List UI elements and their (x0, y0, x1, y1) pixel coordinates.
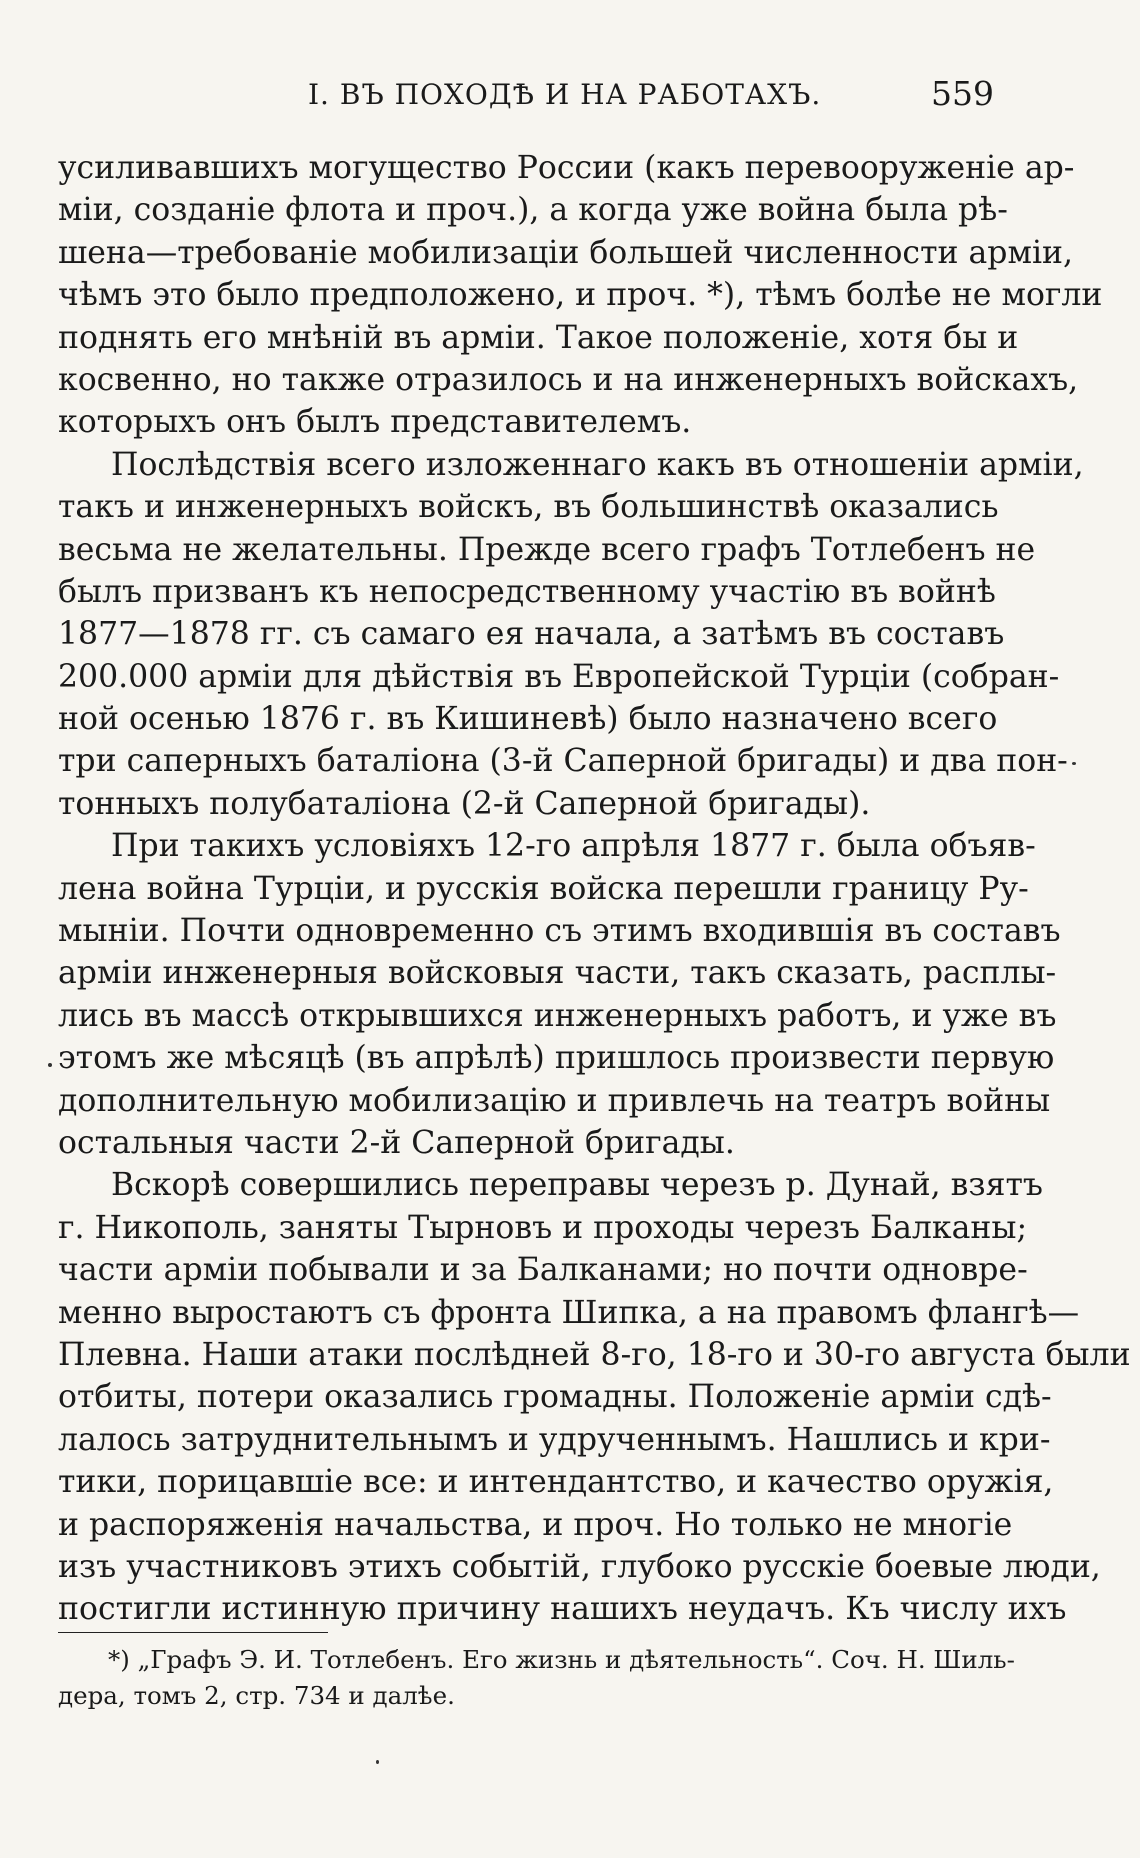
text-line: Плевна. Наши атаки послѣдней 8-го, 18-го и 30-го августа были (58, 1336, 1131, 1373)
footnote-line: дера, томъ 2, стр. 734 и далѣе. (58, 1681, 455, 1710)
text-line: тики, порицавшіе все: и интендантство, и качество оружія, (58, 1464, 1054, 1501)
text-line: такъ и инженерныхъ войскъ, въ большинствѣ оказались (58, 489, 999, 526)
text-line: весьма не желательны. Прежде всего графъ Тотлебенъ не (58, 531, 1036, 568)
text-line: г. Никополь, заняты Тырновъ и проходы черезъ Балканы; (58, 1209, 1028, 1246)
text-line: шена—требованіе мобилизаціи большей численности арміи, (58, 234, 1074, 271)
text-line: былъ призванъ къ непосредственному участію въ войнѣ (58, 573, 996, 610)
page-number: 559 (931, 74, 994, 113)
text-line: постигли истинную причину нашихъ неудачъ. Къ числу ихъ (58, 1591, 1067, 1628)
scan-speck (48, 1063, 52, 1067)
text-line: мыніи. Почти одновременно съ этимъ входившія въ составъ (58, 913, 1061, 950)
text-line: изъ участниковъ этихъ событій, глубоко русскіе боевые люди, (58, 1548, 1101, 1585)
body-text (58, 147, 1131, 1631)
text-line: міи, созданіе флота и проч.), а когда уже война была рѣ- (58, 192, 1008, 229)
text-line: которыхъ онъ былъ представителемъ. (58, 404, 692, 441)
text-line: При такихъ условіяхъ 12-го апрѣля 1877 г. была объяв- (111, 828, 1036, 865)
text-line: Вскорѣ совершились переправы черезъ р. Дунай, взятъ (111, 1167, 1043, 1204)
text-line: три саперныхъ баталіона (3-й Саперной бригады) и два пон- (58, 743, 1068, 780)
text-line: отбиты, потери оказались громадны. Положеніе арміи сдѣ- (58, 1379, 1052, 1416)
text-line: части арміи побывали и за Балканами; но почти одновре- (58, 1252, 1028, 1289)
footnotes (58, 1642, 1015, 1714)
text-line: косвенно, но также отразилось и на инженерныхъ войскахъ, (58, 361, 1079, 398)
text-line: поднять его мнѣній въ арміи. Такое положеніе, хотя бы и (58, 319, 1019, 356)
text-line: лена война Турціи, и русскія войска перешли границу Ру- (58, 870, 1029, 907)
text-line: тонныхъ полубаталіона (2-й Саперной бригады). (58, 785, 871, 822)
text-line: лалось затруднительнымъ и удрученнымъ. Нашлись и кри- (58, 1421, 1051, 1458)
text-line: лись въ массѣ открывшихся инженерныхъ работъ, и уже въ (58, 997, 1057, 1034)
footnote-rule (58, 1632, 328, 1633)
text-line: и распоряженія начальства, и проч. Но только не многіе (58, 1506, 1013, 1543)
text-line: чѣмъ это было предположено, и проч. *), тѣмъ болѣе не могли (58, 277, 1103, 314)
text-line: арміи инженерныя войсковыя части, такъ сказать, расплы- (58, 955, 1057, 992)
text-line: 200.000 арміи для дѣйствія въ Европейской Турціи (собран- (58, 658, 1060, 695)
scan-speck (1072, 762, 1076, 765)
running-head: I. ВЪ ПОХОДѢ И НА РАБОТАХЪ. (308, 78, 822, 111)
text-line: менно выростаютъ съ фронта Шипка, а на правомъ флангѣ— (58, 1294, 1080, 1331)
text-line: ной осенью 1876 г. въ Кишиневѣ) было назначено всего (58, 701, 998, 738)
footnote-line: *) „Графъ Э. И. Тотлебенъ. Его жизнь и дѣятельность“. Соч. Н. Шиль- (108, 1645, 1015, 1674)
text-line: усиливавшихъ могущество России (какъ перевооруженіе ар- (58, 150, 1075, 186)
text-line: Послѣдствія всего изложеннаго какъ въ отношеніи арміи, (111, 446, 1084, 483)
scan-speck (376, 1760, 379, 1764)
page-header (58, 74, 994, 122)
text-line: дополнительную мобилизацію и привлечь на театръ войны (58, 1082, 1051, 1119)
text-line: остальныя части 2-й Саперной бригады. (58, 1124, 735, 1161)
text-line: этомъ же мѣсяцѣ (въ апрѣлѣ) пришлось произвести первую (58, 1040, 1055, 1077)
text-line: 1877—1878 гг. съ самаго ея начала, а затѣмъ въ составъ (58, 616, 1005, 653)
